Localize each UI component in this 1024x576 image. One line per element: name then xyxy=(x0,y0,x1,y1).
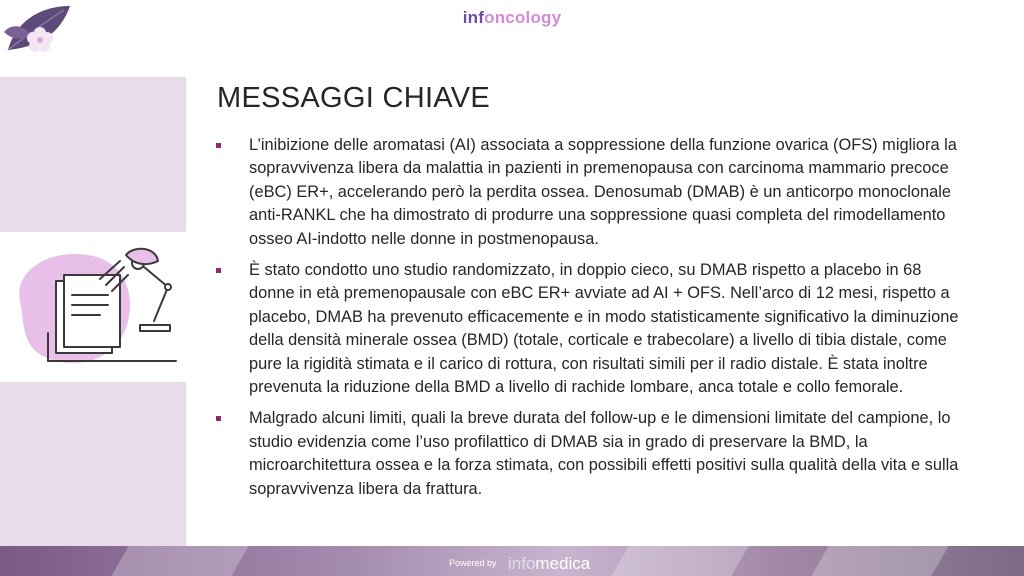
list-item-text: È stato condotto uno studio randomizzato, in doppio cieco, su DMAB rispetto a placebo in 68 donne in età premenopausale con eBC ER+ avviate ad AI + OFS. Nell’arco di 12 mesi, rispetto a placebo, DMAB ha prevenuto efficacemente e in modo statisticamente significativo la diminuzione della densità minerale ossea (BMD) (totale, corticale e trabecolare) a livello di tibia distale, come pure la rigidità stimata e il carico di rottura, con risultati simili per il radio distale. È stata inoltre prevenuta la riduzione della BMD a livello di rachide lombare, anca totale e collo femorale. xyxy=(249,261,959,397)
panel-block-top xyxy=(0,77,186,232)
brand-part-1: inf xyxy=(462,8,485,27)
footer-decoration xyxy=(611,546,748,576)
key-messages-list xyxy=(214,134,969,509)
desk-lamp-documents-illustration-icon xyxy=(8,241,184,381)
powered-by-label: Powered by xyxy=(449,558,497,568)
bullet-marker-icon xyxy=(216,268,221,273)
panel-block-bottom xyxy=(0,382,186,547)
list-item xyxy=(214,134,969,251)
brand-logo xyxy=(0,8,1024,28)
footer-decoration xyxy=(111,546,248,576)
list-item xyxy=(214,407,969,501)
brand-part-2: oncology xyxy=(484,8,562,27)
footer-decoration xyxy=(811,546,948,576)
list-item xyxy=(214,259,969,399)
bullet-marker-icon xyxy=(216,143,221,148)
list-item-text: L’inibizione delle aromatasi (AI) associata a soppressione della funzione ovarica (OFS) migliora la sopravvivenza libera da malattia in pazienti in premenopausa con carcinoma mammario precoce (eBC) ER+, accelerando però la perdita ossea. Denosumab (DMAB) è un anticorpo monoclonale anti-RANKL che ha dimostrato di produrre una soppressione quasi completa del rimodellamento osseo AI-indotto nelle donne in postmenopausa. xyxy=(249,136,957,248)
bullet-marker-icon xyxy=(216,416,221,421)
footer-brand-part-1: info xyxy=(508,554,536,573)
footer-brand-part-2: medica xyxy=(535,554,591,573)
list-item-text: Malgrado alcuni limiti, quali la breve durata del follow-up e le dimensioni limitate del campione, lo studio evidenzia come l’uso profilattico di DMAB sia in grado di preservare la BMD, la microarchitettura ossea e la forza stimata, con possibili effetti positivi sulla qualità della vita e sulla sopravvivenza libera da frattura. xyxy=(249,409,959,498)
footer-brand-logo xyxy=(508,554,590,574)
footer-bar xyxy=(0,546,1024,576)
slide-title: MESSAGGI CHIAVE xyxy=(217,82,491,114)
